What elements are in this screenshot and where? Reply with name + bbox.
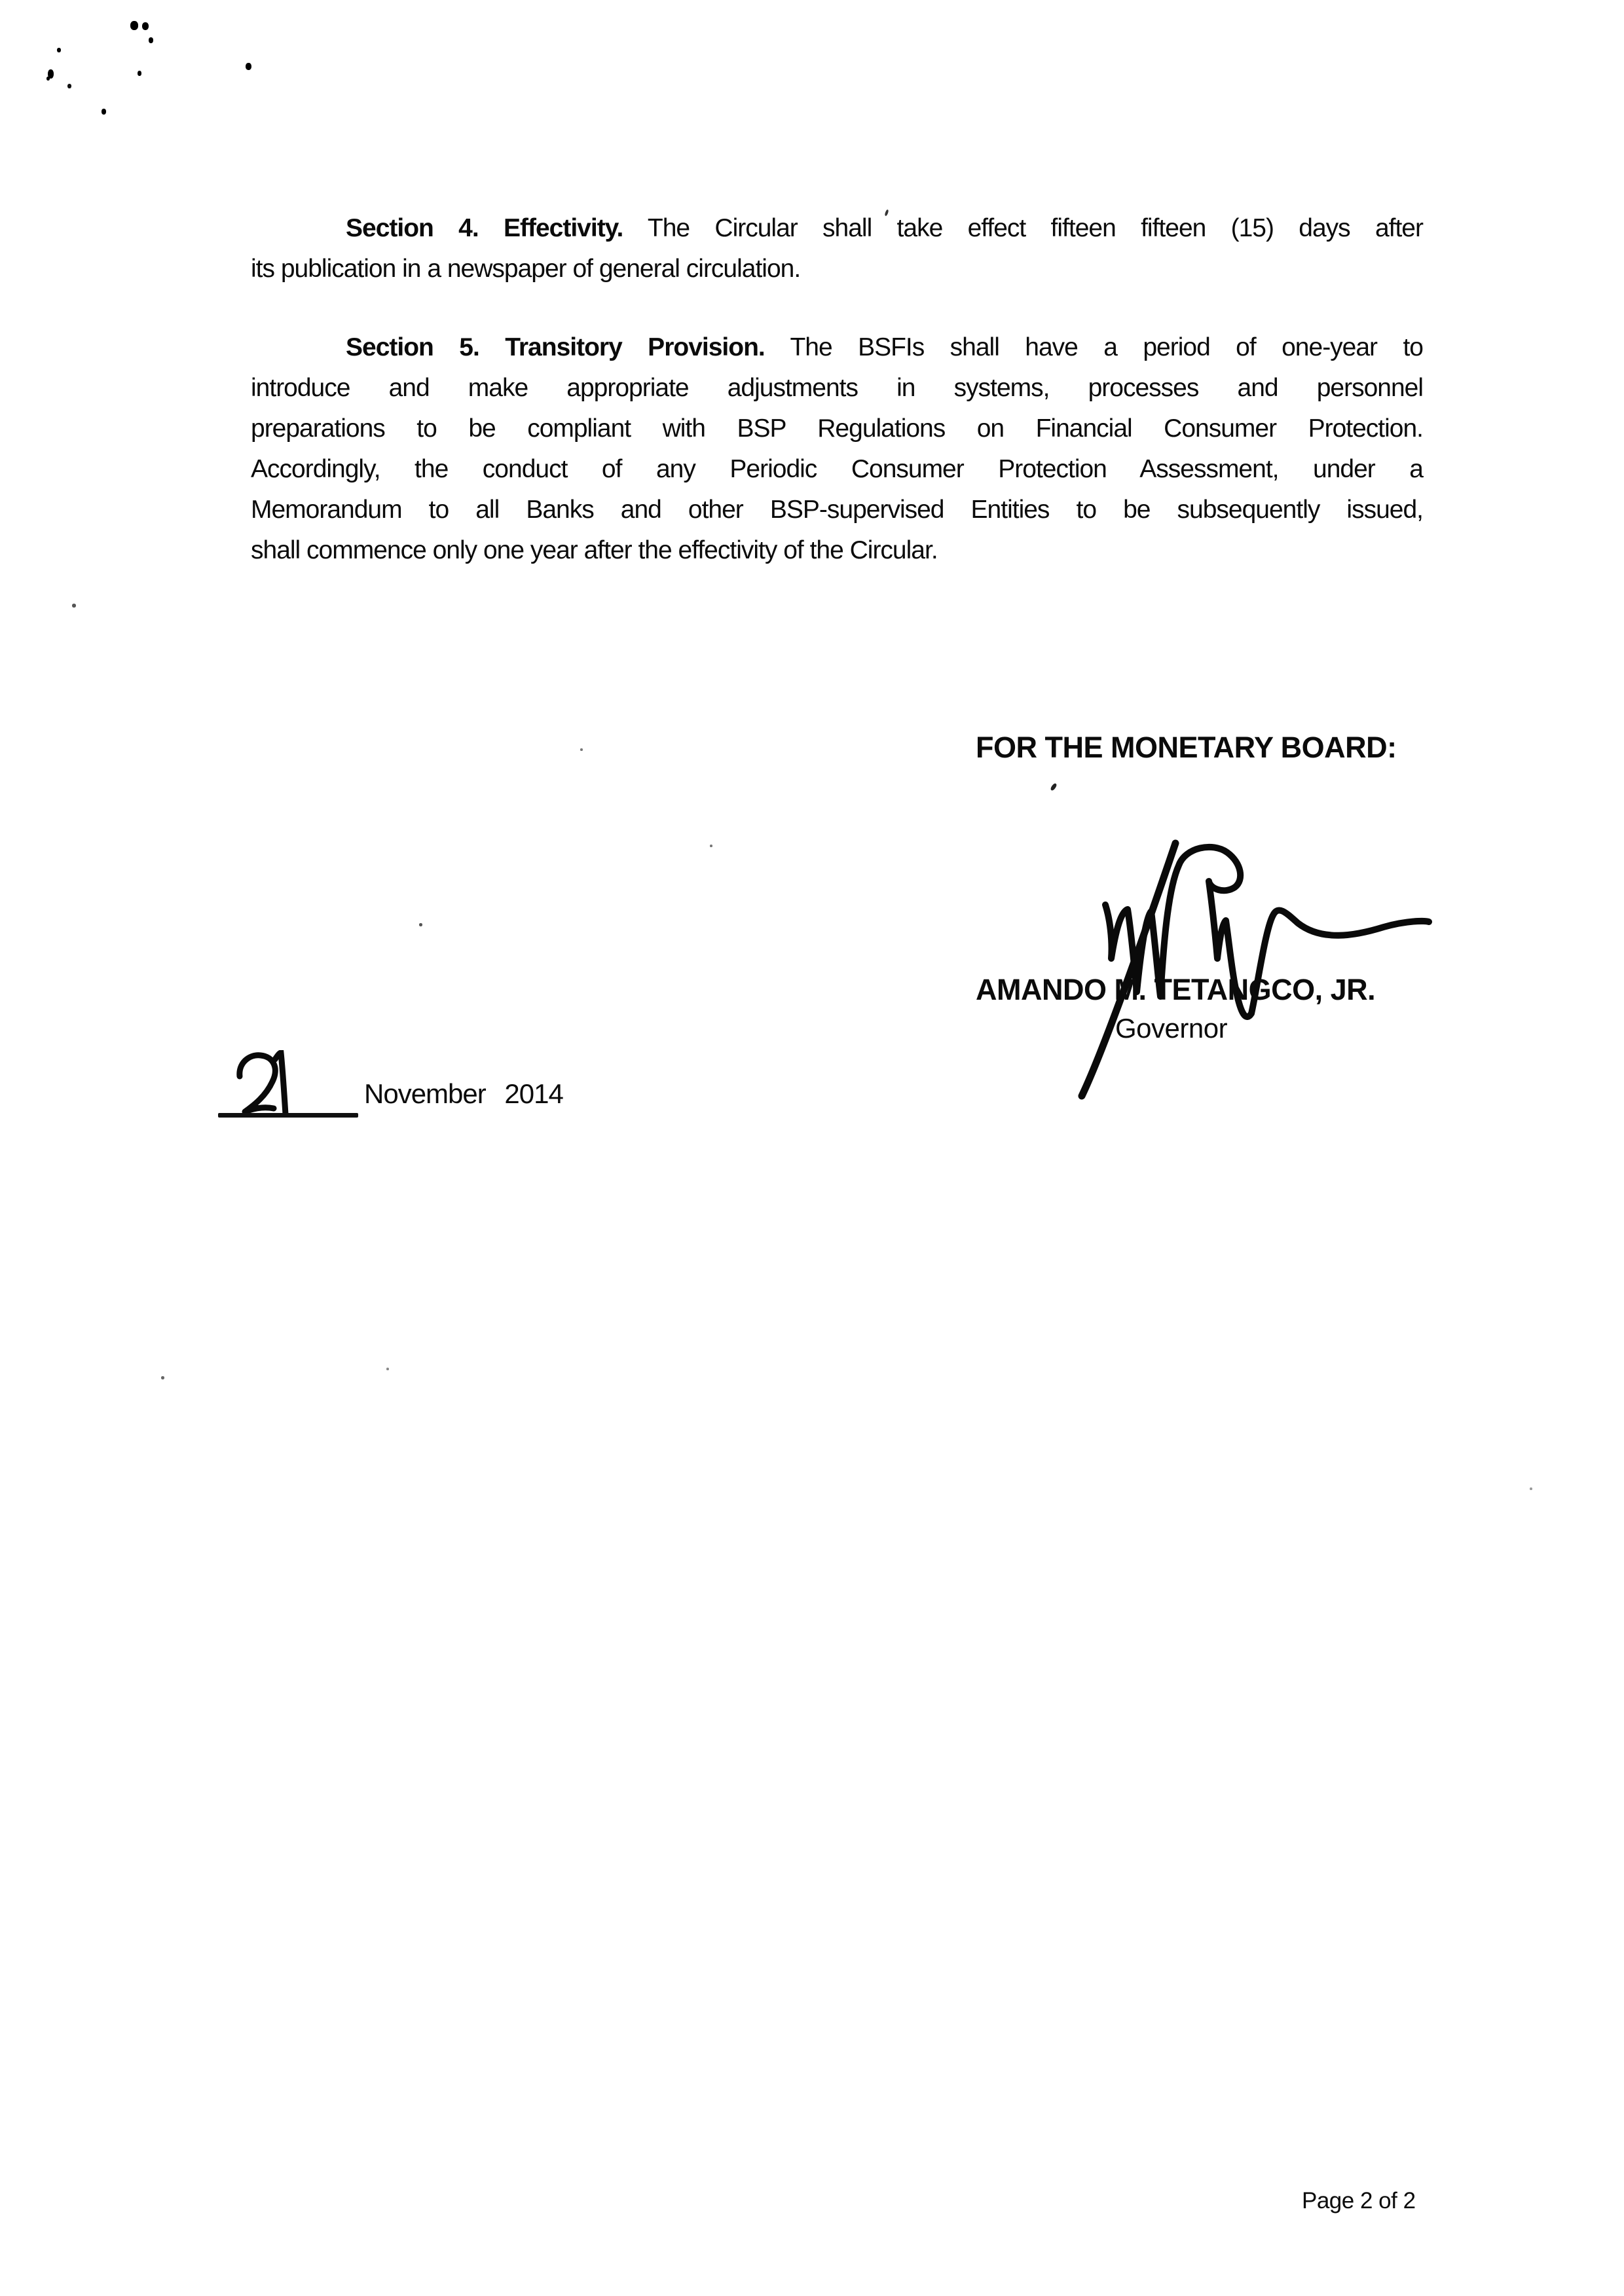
body-text: its publication in a newspaper of general circulation. [251, 255, 801, 283]
text-line [251, 409, 1423, 449]
body-text: Memorandum to all Banks and other BSP-supervised Entities to be subsequently issued, [251, 496, 1423, 524]
scan-speck [67, 84, 71, 88]
text-line [251, 249, 1423, 289]
date-text: November 2014 [364, 1078, 563, 1109]
scan-speck [161, 1376, 164, 1379]
scan-speck [149, 37, 153, 43]
scan-speck [580, 748, 583, 751]
scan-speck [1530, 1487, 1532, 1490]
date-blank-underline [218, 1113, 358, 1118]
for-the-monetary-board-line: FOR THE MONETARY BOARD: [976, 731, 1397, 764]
scan-speck [72, 604, 76, 608]
handwritten-day-value [0, 0, 1, 1]
body-text: The BSFIs shall have a period of one-year to [790, 333, 1423, 361]
scan-speck [142, 22, 149, 30]
scan-speck [138, 71, 141, 76]
text-line [251, 327, 1423, 368]
scan-speck [1050, 782, 1058, 791]
scan-speck [101, 109, 106, 115]
scan-speck [130, 21, 138, 30]
body-text: shall commence only one year after the effectivity of the Circular. [251, 536, 938, 564]
text-line [251, 208, 1423, 249]
section-5-heading: Section 5. Transitory Provision. [346, 333, 765, 361]
body-text: The Circular shall take effect fifteen fifteen (15) days after [647, 214, 1423, 242]
signatory-title: Governor [1115, 1013, 1228, 1044]
paragraph-section-4 [251, 208, 1423, 289]
scan-speck [57, 48, 61, 52]
scan-speck [46, 77, 50, 81]
page-number-footer: Page 2 of 2 [1302, 2188, 1416, 2214]
signatory-name: AMANDO M. TETANGCO, JR. [976, 973, 1376, 1006]
body-text: introduce and make appropriate adjustments in systems, processes and personnel [251, 374, 1423, 402]
text-line [251, 490, 1423, 530]
text-line [251, 368, 1423, 409]
section-4-heading: Section 4. Effectivity. [346, 214, 623, 242]
text-line [251, 449, 1423, 490]
handwritten-day-image [231, 1050, 348, 1116]
body-text: preparations to be compliant with BSP Regulations on Financial Consumer Protection. [251, 414, 1423, 443]
scan-speck [710, 845, 712, 847]
text-line [251, 530, 1423, 571]
scan-speck [419, 923, 422, 926]
paragraph-section-5 [251, 327, 1423, 571]
scan-speck [246, 63, 251, 70]
signature-image [1046, 824, 1452, 1105]
body-text: Accordingly, the conduct of any Periodic Consumer Protection Assessment, under a [251, 455, 1423, 483]
scan-speck [386, 1368, 389, 1370]
